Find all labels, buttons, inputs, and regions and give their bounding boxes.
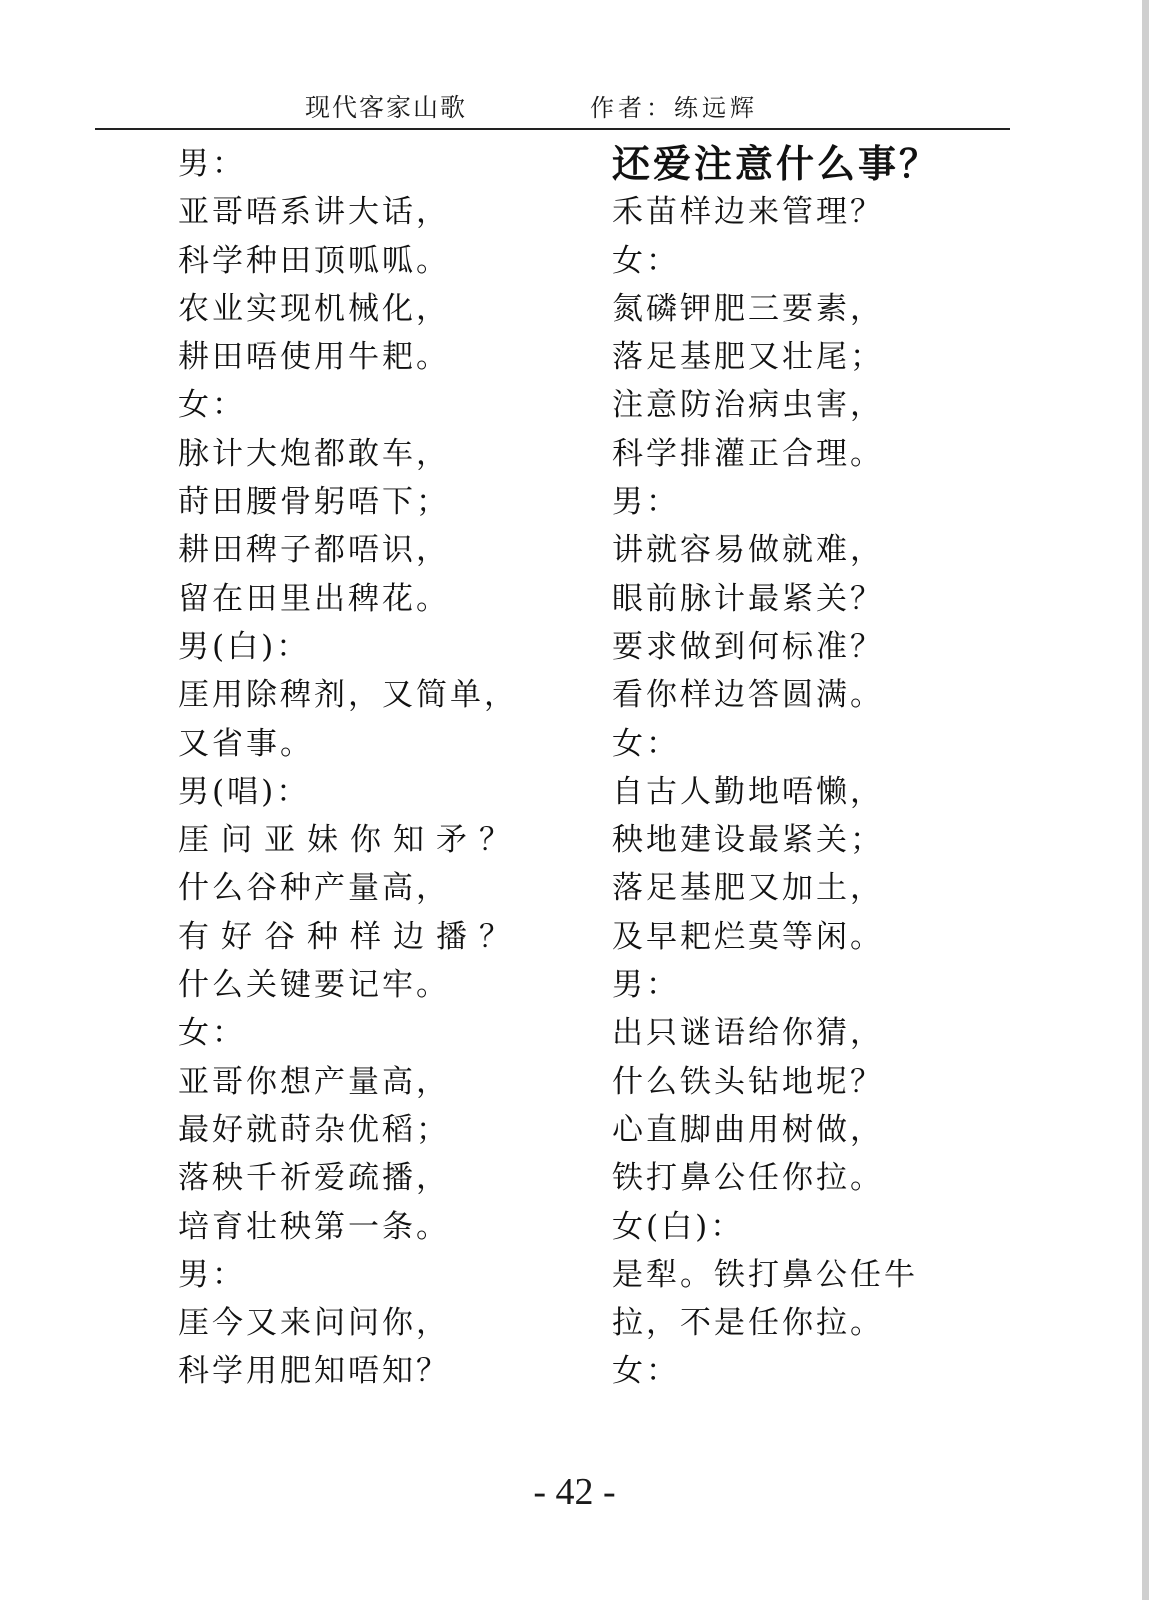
lyric-line: 男： — [178, 146, 246, 182]
lyric-line: 落足基肥又加土， — [612, 870, 884, 907]
lyric-line: 培育壮秧第一条。 — [178, 1208, 450, 1245]
lyric-line: 什么铁头钻地坭？ — [612, 1063, 884, 1100]
lyric-line: 科学排灌正合理。 — [612, 435, 884, 472]
lyric-line: 眼前脉计最紧关？ — [612, 580, 884, 617]
lyric-line: 厓问亚妹你知矛？ — [178, 822, 522, 859]
left-column — [178, 140, 573, 1396]
lyric-line: 及早耙烂莫等闲。 — [612, 918, 884, 955]
lyric-line: 女： — [612, 725, 680, 762]
lyric-line: 耕田唔使用牛耙。 — [178, 339, 450, 376]
lyric-line: 自古人勤地唔懒， — [612, 773, 884, 810]
lyric-line: 注意防治病虫害， — [612, 387, 884, 424]
header-divider — [95, 128, 1010, 130]
lyric-line: 女： — [178, 387, 246, 424]
lyric-line: 女(白)： — [612, 1208, 745, 1245]
lyric-line: 亚哥你想产量高， — [178, 1063, 450, 1100]
lyric-line: 要求做到何标准？ — [612, 628, 884, 665]
author-line: 作者：练远辉 — [590, 94, 758, 122]
lyric-line: 脉计大炮都敢车， — [178, 435, 450, 472]
lyric-line: 心直脚曲用树做， — [612, 1111, 884, 1148]
lyric-line: 男(唱)： — [178, 773, 311, 810]
lyric-line: 讲就容易做就难， — [612, 532, 884, 569]
lyric-line: 秧地建设最紧关； — [612, 822, 884, 859]
lyric-line: 科学种田顶呱呱。 — [178, 242, 450, 279]
lyric-line: 有好谷种样边播？ — [178, 918, 522, 955]
lyric-line: 厓用除稗剂，又简单， — [178, 677, 518, 714]
lyric-line: 出只谜语给你猜， — [612, 1015, 884, 1052]
lyric-line: 留在田里出稗花。 — [178, 580, 450, 617]
lyric-line: 什么关键要记牢。 — [178, 967, 450, 1004]
book-title: 现代客家山歌 — [305, 93, 468, 122]
lyric-line: 莳田腰骨躬唔下； — [178, 484, 450, 521]
lyric-line: 女： — [178, 1015, 246, 1052]
lyric-line: 科学用肥知唔知？ — [178, 1353, 450, 1390]
lyric-line: 最好就莳杂优稻； — [178, 1111, 450, 1148]
lyric-line: 男： — [178, 1256, 246, 1293]
right-column — [612, 140, 1007, 1396]
lyric-line: 亚哥唔系讲大话， — [178, 194, 450, 231]
lyric-line: 什么谷种产量高， — [178, 870, 450, 907]
lyric-line: 拉，不是任你拉。 — [612, 1305, 884, 1342]
lyric-line: 女： — [612, 242, 680, 279]
lyric-line: 看你样边答圆满。 — [612, 677, 884, 714]
lyric-line: 是犁。铁打鼻公任牛 — [612, 1256, 918, 1293]
lyric-line: 厓今又来问问你， — [178, 1305, 450, 1342]
lyric-line: 氮磷钾肥三要素， — [612, 290, 884, 327]
lyric-line: 铁打鼻公任你拉。 — [612, 1160, 884, 1197]
lyric-line: 农业实现机械化， — [178, 290, 450, 327]
lyric-line: 落秧千祈爱疏播， — [178, 1160, 450, 1197]
lyric-line: 还爱注意什么事？ — [612, 141, 941, 186]
lyric-line: 女： — [612, 1353, 680, 1390]
page-header — [0, 88, 1149, 132]
lyric-line: 禾苗样边来管理？ — [612, 194, 884, 231]
lyric-line: 又省事。 — [178, 725, 314, 762]
page-number: - 42 - — [533, 1471, 616, 1513]
lyric-line: 男： — [612, 484, 680, 521]
lyric-line: 男(白)： — [178, 628, 311, 665]
lyric-line: 落足基肥又壮尾； — [612, 339, 884, 376]
lyric-line: 男： — [612, 967, 680, 1004]
lyric-line: 耕田稗子都唔识， — [178, 532, 450, 569]
page-edge — [1142, 0, 1149, 1600]
